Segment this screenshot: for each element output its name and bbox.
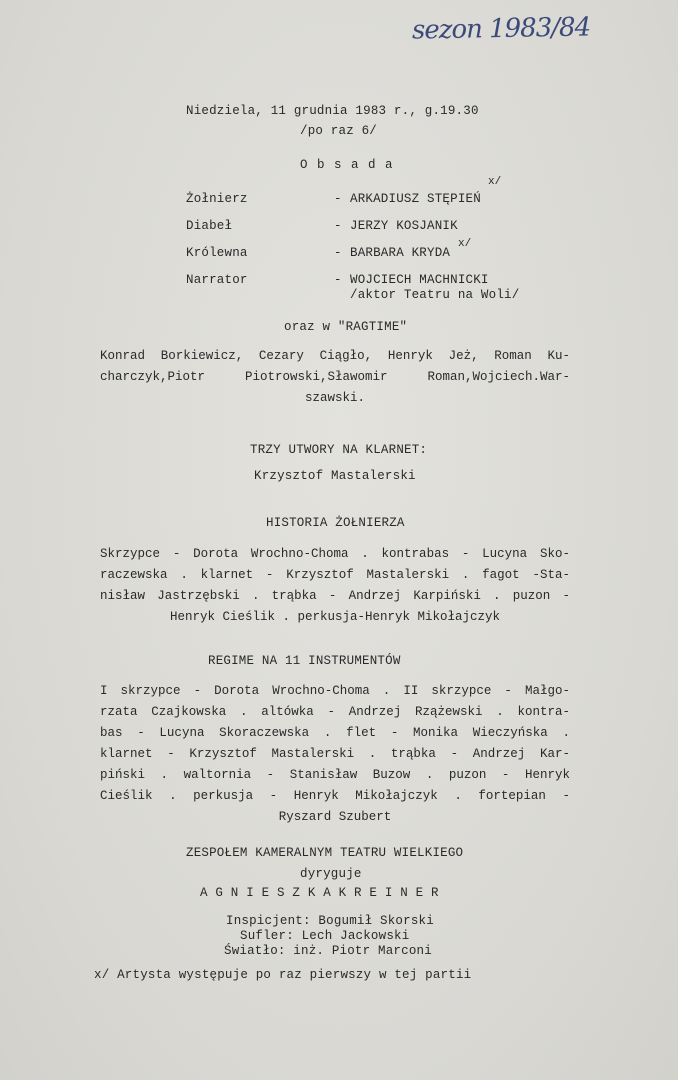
first-time-mark: x/ [458, 238, 472, 250]
musicians-line: Henryk Cieślik . perkusja-Henryk Mikołajczyk [169, 610, 501, 624]
ragtime-line: charczyk,Piotr Piotrowski,Sławomir Roman,Wojciech.War- [100, 370, 570, 384]
musicians-line: Cieślik . perkusja - Henryk Mikołajczyk . fortepian - [100, 789, 570, 803]
ensemble-name: ZESPOŁEM KAMERALNYM TEATRU WIELKIEGO [186, 846, 464, 860]
footnote: x/ Artysta występuje po raz pierwszy w tej partii [94, 968, 472, 982]
cast-role: Królewna [186, 246, 248, 260]
soldier-story-heading: HISTORIA ŻOŁNIERZA [266, 516, 405, 530]
regime-musicians [100, 681, 570, 828]
musicians-line: Skrzypce - Dorota Wrochno-Choma . kontrabas - Lucyna Sko- [100, 547, 570, 561]
musicians-line: piński . waltornia - Stanisław Buzow . puzon - Henryk [100, 768, 570, 782]
handwritten-season-note: sezon 1983/84 [411, 12, 591, 46]
first-time-mark: x/ [488, 176, 502, 188]
conductor-name: A G N I E S Z K A K R E I N E R [200, 886, 439, 900]
staff-sufler: Sufler: Lech Jackowski [240, 929, 410, 943]
cast-actor: BARBARA KRYDA [350, 246, 451, 260]
musicians-line: I skrzypce - Dorota Wrochno-Choma . II skrzypce - Małgo- [100, 684, 570, 698]
conducts-label: dyryguje [300, 867, 362, 881]
ragtime-heading: oraz w "RAGTIME" [284, 320, 408, 334]
musicians-line: rzata Czajkowska . altówka - Andrzej Rzążewski . kontra- [100, 705, 570, 719]
cast-role: Diabeł [186, 219, 233, 233]
cast-role: Żołnierz [186, 192, 248, 206]
staff-light: Światło: inż. Piotr Marconi [224, 944, 432, 958]
clarinet-performer: Krzysztof Mastalerski [254, 469, 416, 483]
regime-heading: REGIME NA 11 INSTRUMENTÓW [208, 654, 401, 668]
musicians-line: Ryszard Szubert [278, 810, 392, 824]
cast-dash: - [334, 246, 342, 260]
staff-inspicjent: Inspicjent: Bogumił Skorski [226, 914, 434, 928]
date-line: Niedziela, 11 grudnia 1983 r., g.19.30 [186, 104, 479, 118]
cast-actor: ARKADIUSZ STĘPIEŃ [350, 192, 481, 206]
narrator-note: /aktor Teatru na Woli/ [350, 288, 520, 302]
cast-actor: JERZY KOSJANIK [350, 219, 458, 233]
ragtime-line: Konrad Borkiewicz, Cezary Ciągło, Henryk Jeż, Roman Ku- [100, 349, 570, 363]
musicians-line: bas - Lucyna Skoraczewska . flet - Monika Wieczyńska . [100, 726, 570, 740]
cast-dash: - [334, 273, 342, 287]
musicians-line: klarnet - Krzysztof Mastalerski . trąbka - Andrzej Kar- [100, 747, 570, 761]
performance-count: /po raz 6/ [300, 124, 378, 138]
cast-dash: - [334, 192, 342, 206]
ragtime-cast [100, 346, 570, 409]
cast-actor: WOJCIECH MACHNICKI [350, 273, 489, 287]
cast-heading: O b s a d a [300, 158, 394, 172]
musicians-line: raczewska . klarnet - Krzysztof Mastalerski . fagot -Sta- [100, 568, 570, 582]
cast-role: Narrator [186, 273, 248, 287]
soldier-story-musicians [100, 544, 570, 628]
cast-dash: - [334, 219, 342, 233]
clarinet-heading: TRZY UTWORY NA KLARNET: [250, 443, 428, 457]
musicians-line: nisław Jastrzębski . trąbka - Andrzej Karpiński . puzon - [100, 589, 570, 603]
ragtime-line: szawski. [304, 391, 365, 405]
